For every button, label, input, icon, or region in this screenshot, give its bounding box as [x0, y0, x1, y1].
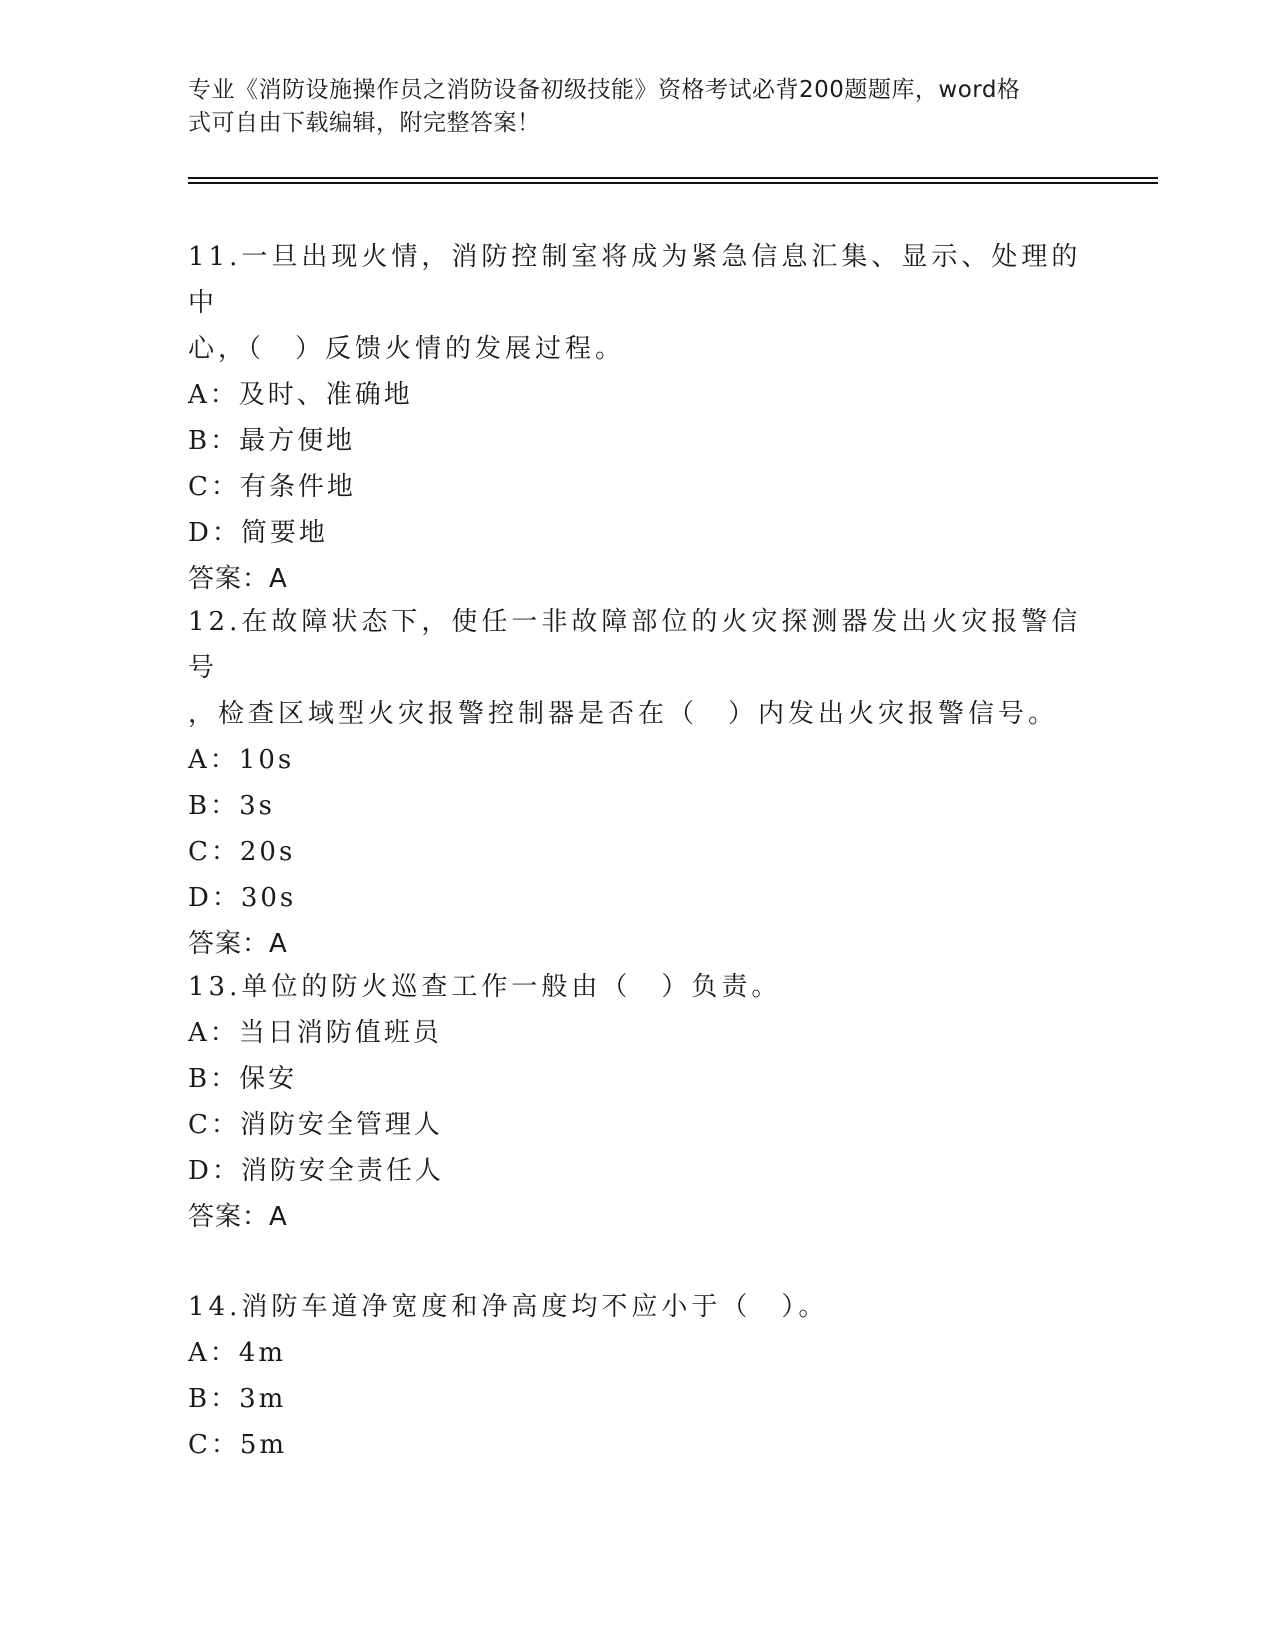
option-a: A：10s: [188, 745, 295, 775]
question-11: [188, 234, 1088, 602]
answer: 答案：A: [188, 1202, 288, 1232]
question-stem-line-1: 11.一旦出现火情，消防控制室将成为紧急信息汇集、显示、处理的中: [188, 242, 1082, 318]
option-c: C：5m: [188, 1430, 288, 1460]
option-b: B：3m: [188, 1384, 287, 1414]
header-divider-bottom: [188, 182, 1158, 184]
question-stem-line-2: 心，（ ）反馈火情的发展过程。: [188, 334, 626, 364]
question-stem-line-1: 12.在故障状态下，使任一非故障部位的火灾探测器发出火灾报警信号: [188, 607, 1082, 683]
question-14: [188, 1284, 1088, 1468]
option-b: B：3s: [188, 791, 275, 821]
option-b: B：保安: [188, 1064, 298, 1094]
answer: 答案：A: [188, 929, 288, 959]
option-c: C：20s: [188, 837, 296, 867]
header-line-1: 专业《消防设施操作员之消防设备初级技能》资格考试必背200题题库，word格: [188, 77, 1021, 103]
option-a: A：当日消防值班员: [188, 1018, 442, 1048]
option-c: C：有条件地: [188, 472, 356, 502]
option-a: A：4m: [188, 1338, 286, 1368]
document-header: [188, 74, 1068, 140]
option-b: B：最方便地: [188, 426, 356, 456]
option-d: D：30s: [188, 883, 297, 913]
option-d: D：消防安全责任人: [188, 1156, 444, 1186]
option-d: D：简要地: [188, 518, 328, 548]
option-a: A：及时、准确地: [188, 380, 413, 410]
option-c: C：消防安全管理人: [188, 1110, 443, 1140]
question-12: [188, 599, 1088, 967]
answer: 答案：A: [188, 564, 288, 594]
question-stem-line-1: 13.单位的防火巡查工作一般由（ ）负责。: [188, 972, 782, 1002]
header-divider-top: [188, 177, 1158, 179]
question-stem-line-2: ，检查区域型火灾报警控制器是否在（ ）内发出火灾报警信号。: [188, 699, 1059, 729]
question-stem-line-1: 14.消防车道净宽度和净高度均不应小于（ ）。: [188, 1292, 829, 1322]
header-line-2: 式可自由下载编辑，附完整答案！: [188, 110, 541, 136]
question-13: [188, 964, 1088, 1240]
